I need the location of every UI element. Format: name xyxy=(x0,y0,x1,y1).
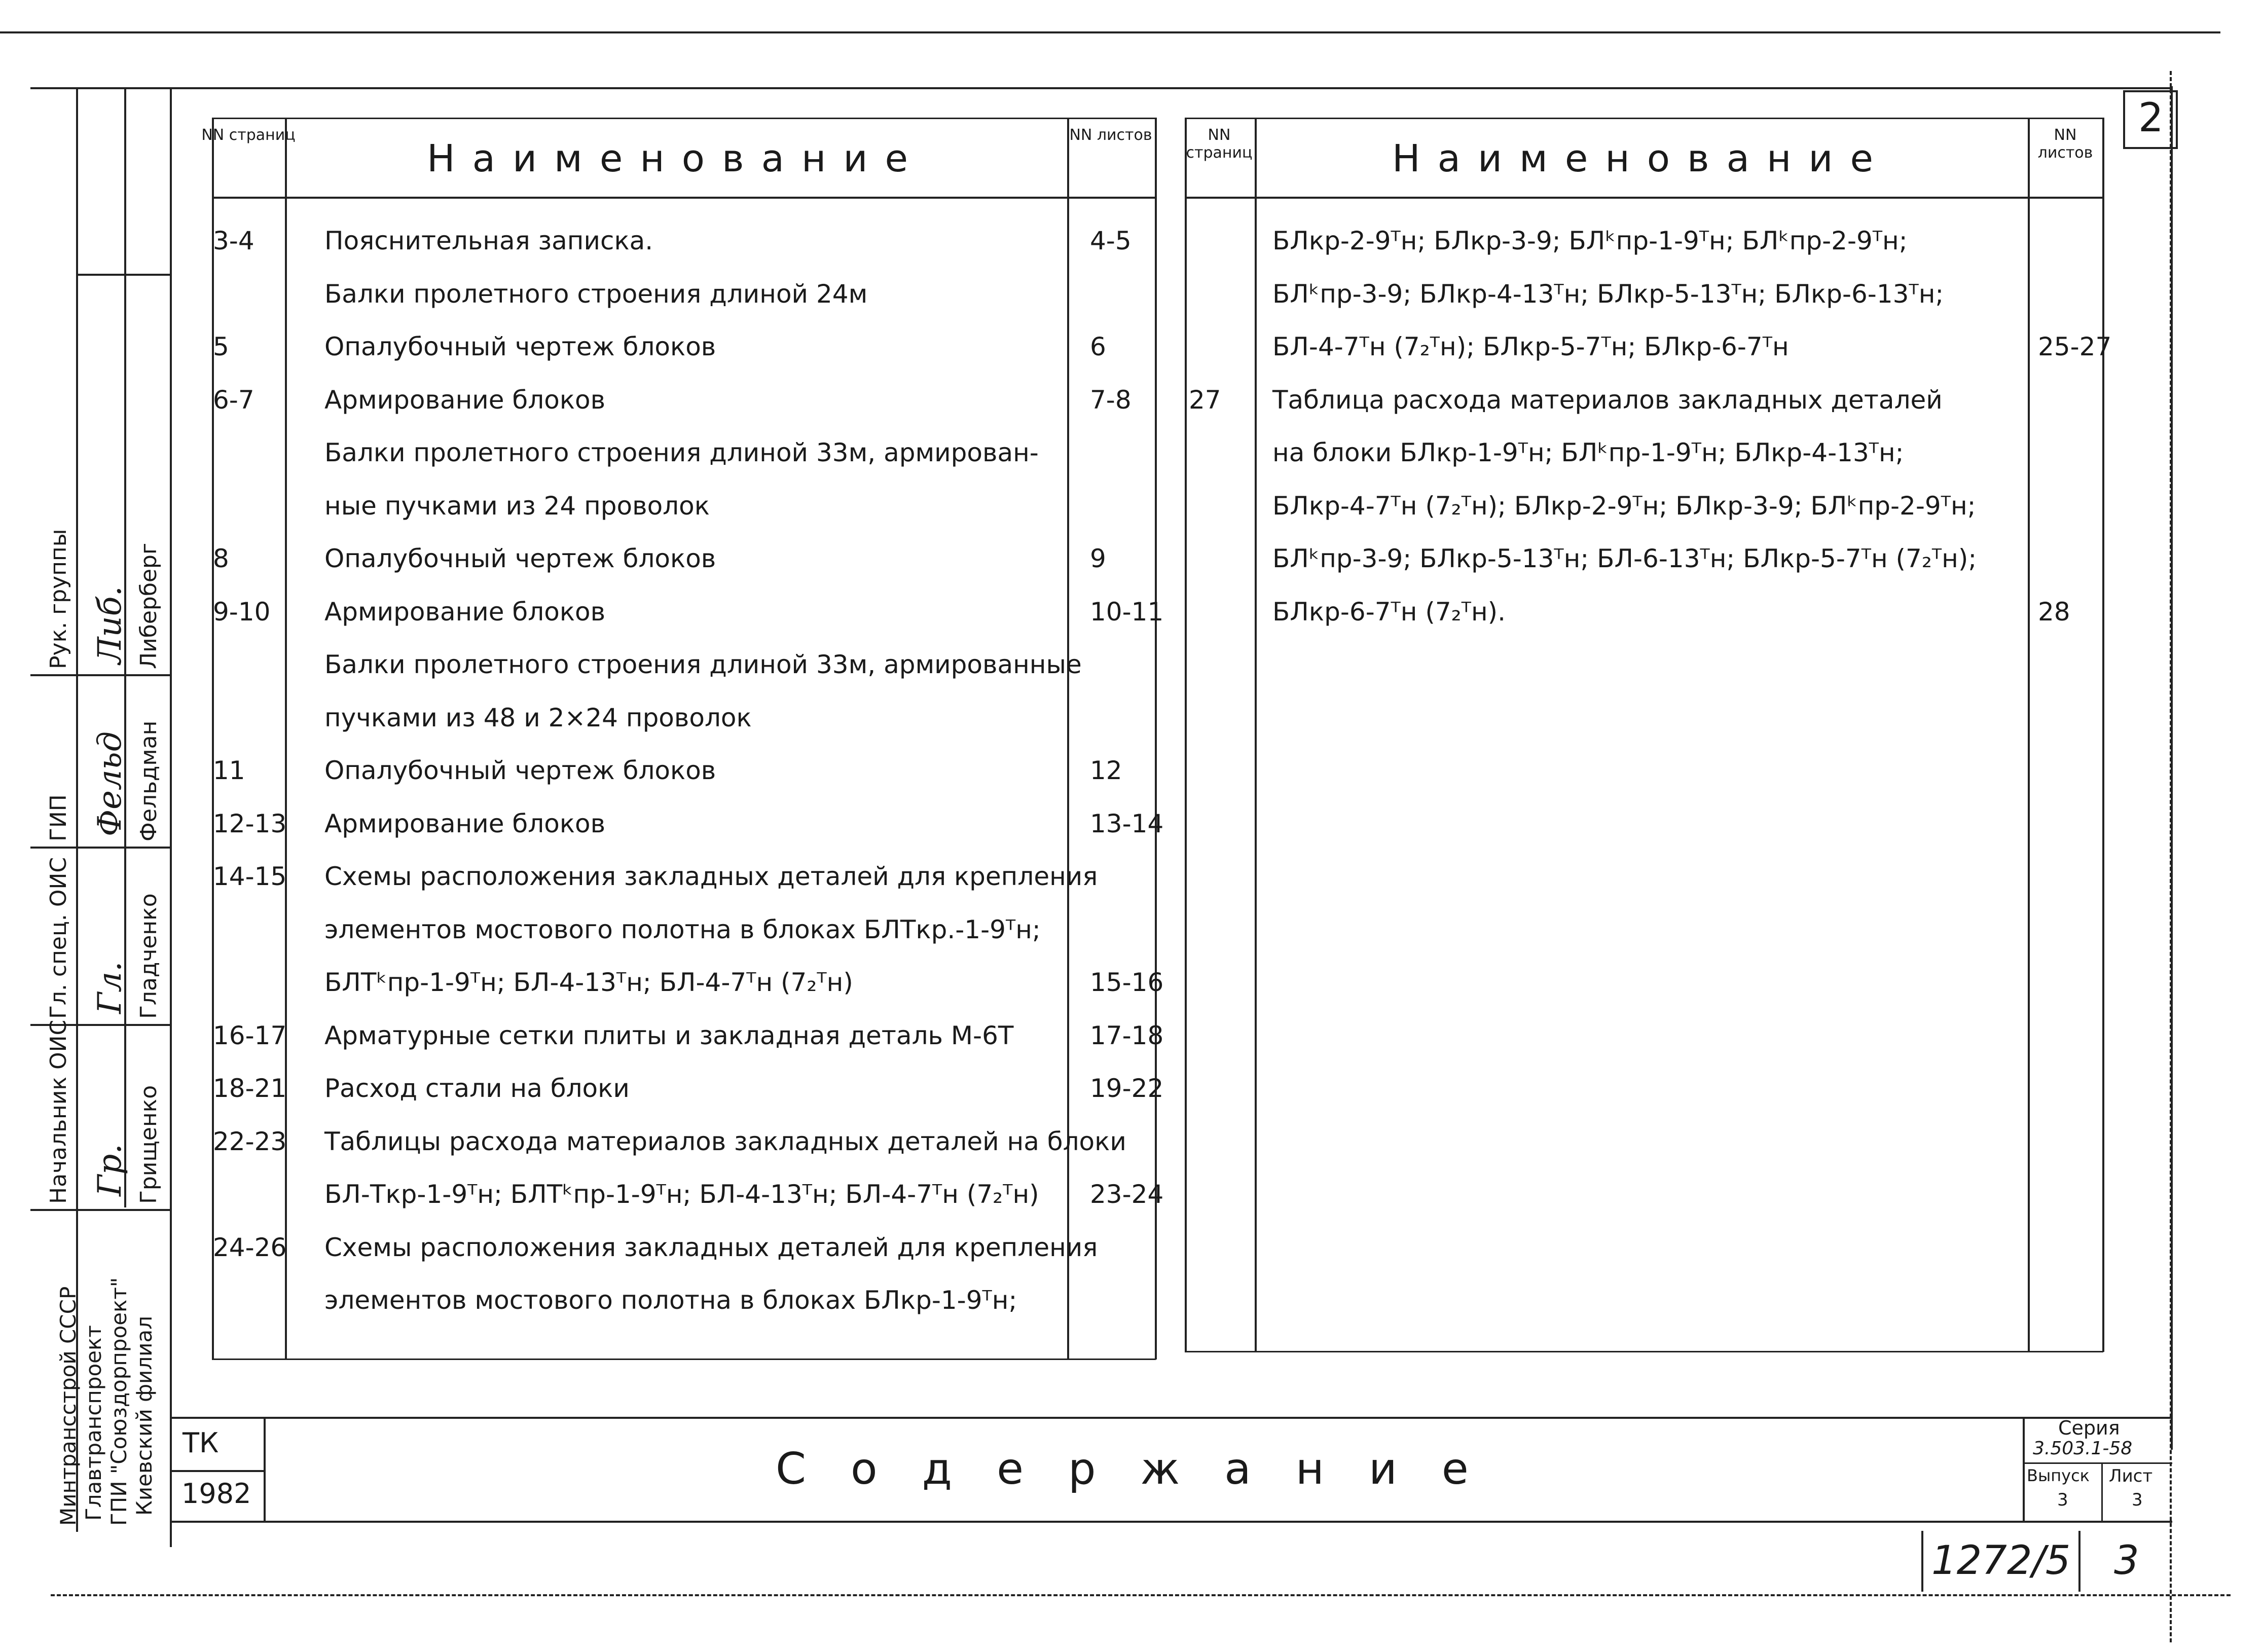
right-table-top xyxy=(1185,118,2103,119)
row-sheets: 28 xyxy=(2038,597,2070,627)
row-sheets: 19-22 xyxy=(1090,1074,1164,1103)
code-sep-right xyxy=(2078,1531,2080,1592)
row-pages: 12-13 xyxy=(213,809,287,838)
org-line-1: Минтрансстрой СССР xyxy=(56,1286,81,1526)
strip-line-3 xyxy=(170,87,172,1547)
strip-sep-5 xyxy=(30,1209,170,1211)
org-line-3: ГПИ "Союздорпроект" xyxy=(106,1277,131,1526)
row-pages: 18-21 xyxy=(213,1074,287,1103)
row-pages: 6-7 xyxy=(213,385,254,415)
row-sheets: 10-11 xyxy=(1090,597,1164,627)
left-table-col-1 xyxy=(212,118,214,1360)
row-sheets: 7-8 xyxy=(1090,385,1132,415)
right-table-header-bottom xyxy=(1185,197,2103,199)
row-pages: 27 xyxy=(1189,385,1221,415)
row-name: БЛкр-2-9ᵀн; БЛкр-3-9; БЛᵏпр-1-9ᵀн; БЛᵏпр-2-9ᵀн; xyxy=(1272,226,1908,255)
signature-nachalnik: Гр. xyxy=(91,1144,129,1196)
row-name: Опалубочный чертеж блоков xyxy=(324,756,716,785)
sheet-label: Лист xyxy=(2109,1466,2153,1486)
row-sheets: 25-27 xyxy=(2038,332,2112,361)
sheet-number-top: 2 xyxy=(2138,95,2164,141)
row-name: БЛᵏпр-3-9; БЛкр-5-13ᵀн; БЛ-6-13ᵀн; БЛкр-5-7ᵀн (7₂ᵀн); xyxy=(1272,544,1977,573)
row-name: Балки пролетного строения длиной 24м xyxy=(324,279,868,309)
signature-gl-spec: Гл. xyxy=(91,961,129,1014)
row-pages: 24-26 xyxy=(213,1232,287,1262)
row-sheets: 4-5 xyxy=(1090,226,1132,255)
row-sheets: 13-14 xyxy=(1090,809,1164,838)
issue-label: Выпуск xyxy=(2027,1466,2090,1485)
row-pages: 22-23 xyxy=(213,1126,287,1156)
row-name: на блоки БЛкр-1-9ᵀн; БЛᵏпр-1-9ᵀн; БЛкр-4-13ᵀн; xyxy=(1272,438,1904,467)
row-name: Таблицы расхода материалов закладных деталей на блоки xyxy=(324,1126,1126,1156)
right-table-col-3 xyxy=(2028,118,2030,1352)
row-name: Армирование блоков xyxy=(324,809,606,838)
stamp-title: Содержание xyxy=(776,1444,1513,1494)
name-gip: Фельдман xyxy=(136,720,162,841)
stamp-title-bottom xyxy=(170,1521,2172,1523)
row-name: Пояснительная записка. xyxy=(324,226,653,255)
bottom-code: 1272/5 xyxy=(1931,1538,2071,1584)
stamp-issue-sep xyxy=(2101,1462,2103,1521)
row-name: БЛ-4-7ᵀн (7₂ᵀн); БЛкр-5-7ᵀн; БЛкр-6-7ᵀн xyxy=(1272,332,1789,361)
name-nachalnik: Грищенко xyxy=(136,1085,162,1204)
bottom-page: 3 xyxy=(2114,1538,2139,1584)
row-name: БЛ-Ткр-1-9ᵀн; БЛТᵏпр-1-9ᵀн; БЛ-4-13ᵀн; БЛ-4-7ᵀн (7₂ᵀн) xyxy=(324,1180,1039,1209)
left-col-pages-header: NN страниц xyxy=(201,126,296,144)
left-table-col-3 xyxy=(1067,118,1069,1360)
left-table-header-bottom xyxy=(212,197,1156,199)
row-sheets: 6 xyxy=(1090,332,1106,361)
row-sheets: 17-18 xyxy=(1090,1020,1164,1050)
row-pages: 16-17 xyxy=(213,1020,287,1050)
row-sheets: 9 xyxy=(1090,544,1106,573)
signature-ruk-gruppy: Либ. xyxy=(91,585,129,664)
row-name: Опалубочный чертеж блоков xyxy=(324,332,716,361)
strip-sep-2 xyxy=(30,674,170,676)
name-gl-spec: Гладченко xyxy=(136,893,162,1019)
row-pages: 8 xyxy=(213,544,229,573)
row-pages: 5 xyxy=(213,332,229,361)
bottom-border xyxy=(51,1594,2231,1596)
row-pages: 9-10 xyxy=(213,597,271,627)
left-col-name-header: Наименование xyxy=(426,137,926,180)
name-ruk-gruppy: Либерберг xyxy=(136,542,162,669)
left-col-sheets-header: NN листов xyxy=(1069,126,1152,144)
code-sep-left xyxy=(1921,1531,1923,1592)
row-sheets: 12 xyxy=(1090,756,1122,785)
row-name: Армирование блоков xyxy=(324,597,606,627)
signature-gip: Фельд xyxy=(91,731,129,836)
top-border xyxy=(0,31,2220,33)
row-pages: 3-4 xyxy=(213,226,254,255)
row-name: Схемы расположения закладных деталей для крепления xyxy=(324,1232,1098,1262)
row-name: Балки пролетного строения длиной 33м, армированные xyxy=(324,650,1082,679)
role-gip: ГИП xyxy=(46,794,71,841)
right-col-pages-header: NN страниц xyxy=(1186,126,1253,162)
row-pages: 11 xyxy=(213,756,245,785)
row-name: БЛкр-4-7ᵀн (7₂ᵀн); БЛкр-2-9ᵀн; БЛкр-3-9; БЛᵏпр-2-9ᵀн; xyxy=(1272,491,1976,521)
org-line-4: Киевский филиал xyxy=(132,1315,157,1516)
row-name: элементов мостового полотна в блоках БЛкр-1-9ᵀн; xyxy=(324,1286,1017,1315)
row-sheets: 23-24 xyxy=(1090,1180,1164,1209)
role-gl-spec: Гл. спец. ОИС xyxy=(46,857,71,1019)
left-table-bottom xyxy=(212,1359,1156,1360)
strip-sep-3 xyxy=(30,847,170,849)
right-table-col-4 xyxy=(2102,118,2104,1352)
stamp-series-sep xyxy=(2023,1417,2025,1522)
row-name: элементов мостового полотна в блоках БЛТкр.-1-9ᵀн; xyxy=(324,914,1041,944)
series-value: 3.503.1-58 xyxy=(2033,1438,2133,1459)
row-sheets: 15-16 xyxy=(1090,968,1164,997)
series-label: Серия xyxy=(2058,1417,2120,1439)
row-pages: 14-15 xyxy=(213,862,287,891)
frame-right xyxy=(2171,86,2173,1450)
right-col-sheets-header: NN листов xyxy=(2037,126,2093,162)
row-name: Балки пролетного строения длиной 33м, армирован- xyxy=(324,438,1039,467)
stamp-year: 1982 xyxy=(181,1478,251,1510)
right-col-name-header: Наименование xyxy=(1392,137,1891,180)
row-name: пучками из 48 и 2×24 проволок xyxy=(324,703,752,732)
stamp-tk-sep xyxy=(264,1417,266,1522)
right-table-col-1 xyxy=(1185,118,1187,1352)
stamp-tk-mid xyxy=(170,1470,265,1472)
row-name: Арматурные сетки плиты и закладная деталь М-6Т xyxy=(324,1020,1014,1050)
left-table-col-2 xyxy=(285,118,287,1360)
stamp-series-mid xyxy=(2023,1462,2172,1464)
stamp-title-top xyxy=(170,1417,2172,1419)
role-nachalnik: Начальник ОИС xyxy=(46,1019,71,1204)
org-line-2: Главтранспроект xyxy=(81,1325,106,1521)
row-name: Армирование блоков xyxy=(324,385,606,415)
row-name: Схемы расположения закладных деталей для крепления xyxy=(324,862,1098,891)
left-table-top xyxy=(212,118,1156,119)
role-ruk-gruppy: Рук. группы xyxy=(46,529,71,669)
row-name: БЛТᵏпр-1-9ᵀн; БЛ-4-13ᵀн; БЛ-4-7ᵀн (7₂ᵀн) xyxy=(324,968,853,997)
sheet-value: 3 xyxy=(2132,1490,2143,1510)
row-name: Расход стали на блоки xyxy=(324,1074,630,1103)
stamp-top xyxy=(30,87,2172,89)
stamp-tk: ТК xyxy=(182,1427,219,1459)
row-name: ные пучками из 24 проволок xyxy=(324,491,710,521)
right-table-bottom xyxy=(1185,1351,2103,1352)
right-table-col-2 xyxy=(1255,118,1257,1352)
issue-value: 3 xyxy=(2057,1490,2068,1510)
strip-sep-1 xyxy=(76,274,170,276)
row-name: Опалубочный чертеж блоков xyxy=(324,544,716,573)
row-name: БЛкр-6-7ᵀн (7₂ᵀн). xyxy=(1272,597,1506,627)
left-table-col-4 xyxy=(1155,118,1157,1360)
row-name: Таблица расхода материалов закладных деталей xyxy=(1272,385,1943,415)
row-name: БЛᵏпр-3-9; БЛкр-4-13ᵀн; БЛкр-5-13ᵀн; БЛкр-6-13ᵀн; xyxy=(1272,279,1944,309)
